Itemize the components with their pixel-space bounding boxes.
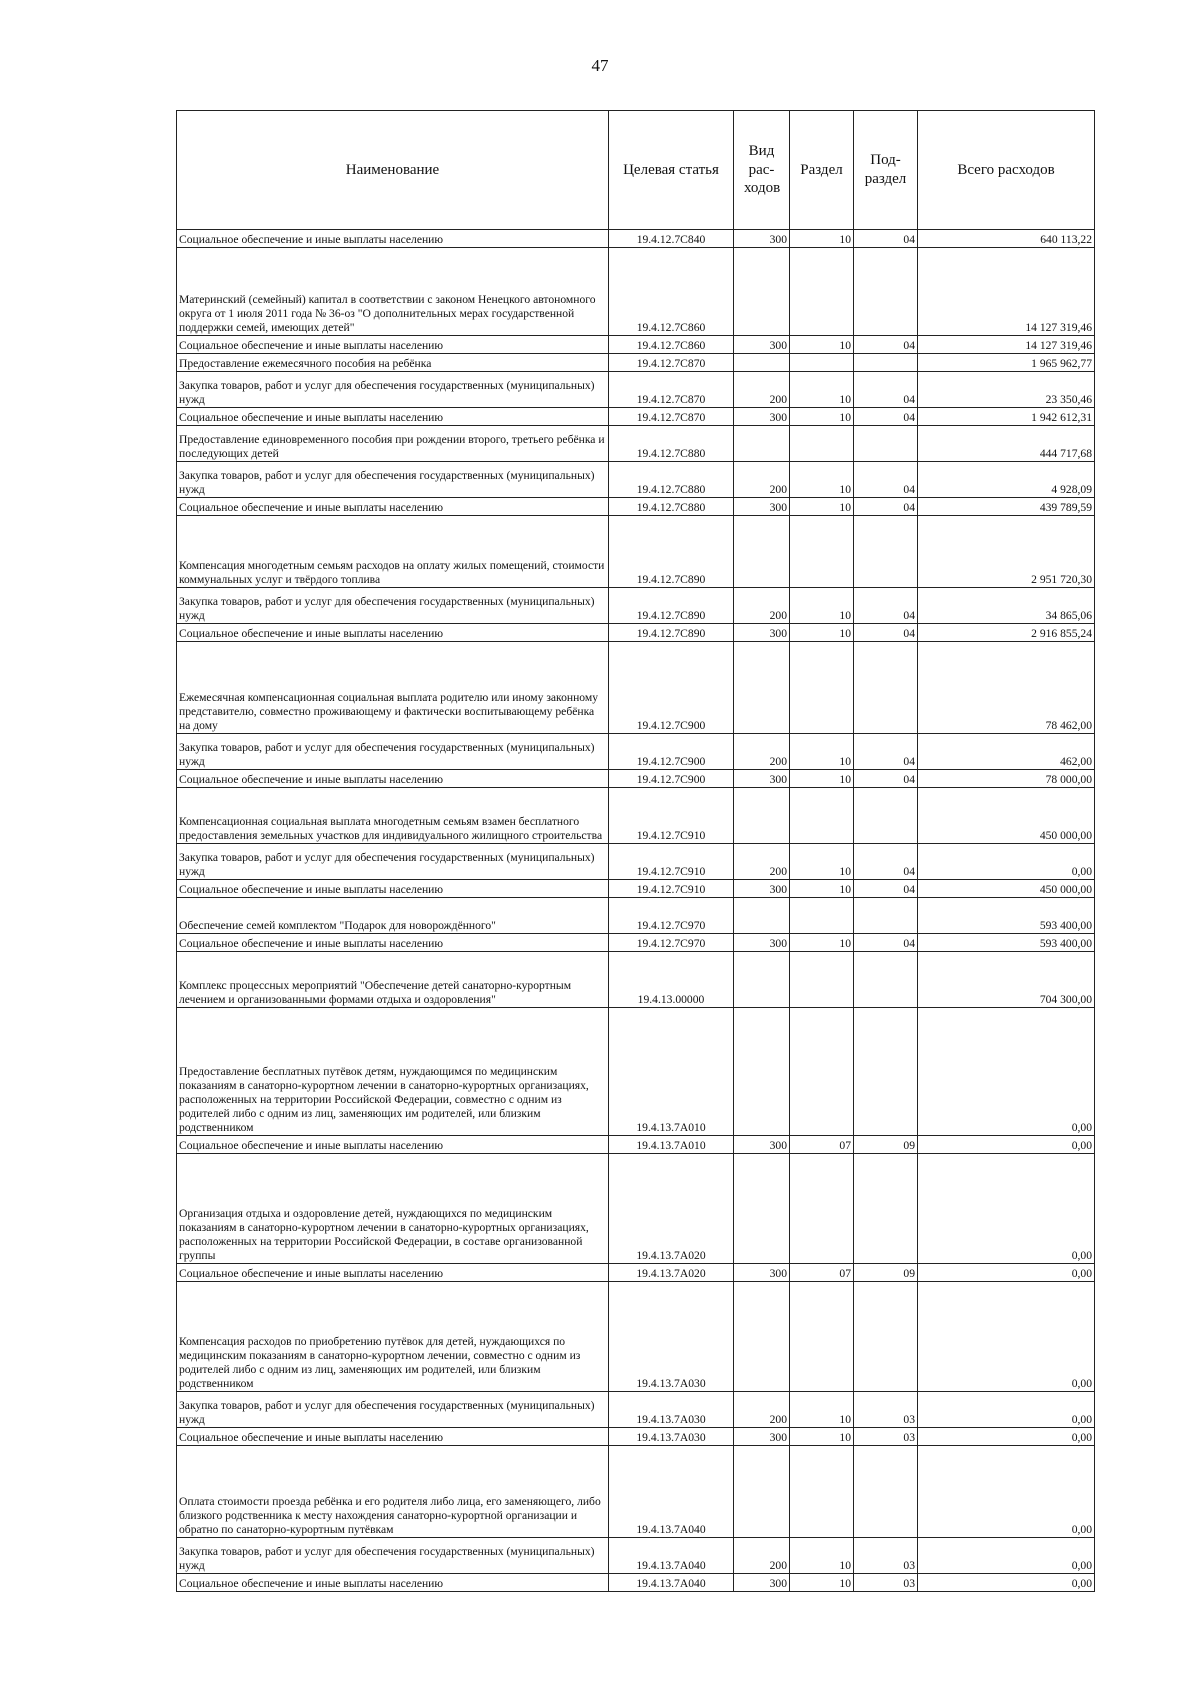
row-expense-type: 200 [734, 844, 790, 880]
row-total: 462,00 [918, 734, 1095, 770]
row-section [790, 1154, 854, 1264]
row-target-article: 19.4.13.7А010 [609, 1008, 734, 1136]
row-name: Социальное обеспечение и иные выплаты населению [177, 498, 609, 516]
row-name: Материнский (семейный) капитал в соответствии с законом Ненецкого автономного округа от 1 июля 2011 года № 36-оз "О дополнительных мерах государственной поддержки семей, имеющих детей" [177, 248, 609, 336]
row-expense-type: 300 [734, 880, 790, 898]
row-total: 0,00 [918, 1282, 1095, 1392]
row-expense-type: 200 [734, 734, 790, 770]
row-subsection: 04 [854, 336, 918, 354]
row-name: Социальное обеспечение и иные выплаты населению [177, 1428, 609, 1446]
row-name: Предоставление единовременного пособия при рождении второго, третьего ребёнка и последующих детей [177, 426, 609, 462]
row-target-article: 19.4.12.7С910 [609, 788, 734, 844]
row-subsection: 04 [854, 880, 918, 898]
row-target-article: 19.4.13.7А030 [609, 1428, 734, 1446]
row-subsection [854, 426, 918, 462]
row-subsection: 04 [854, 462, 918, 498]
row-expense-type: 300 [734, 498, 790, 516]
row-section: 10 [790, 462, 854, 498]
row-name: Социальное обеспечение и иные выплаты населению [177, 230, 609, 248]
row-section [790, 898, 854, 934]
page-number: 47 [591, 56, 609, 75]
row-total: 0,00 [918, 1446, 1095, 1538]
row-subsection [854, 788, 918, 844]
row-name: Закупка товаров, работ и услуг для обеспечения государственных (муниципальных) нужд [177, 1392, 609, 1428]
row-target-article: 19.4.12.7С970 [609, 934, 734, 952]
row-target-article: 19.4.12.7С880 [609, 462, 734, 498]
table-row [177, 372, 1095, 408]
row-section [790, 788, 854, 844]
row-total: 0,00 [918, 1154, 1095, 1264]
row-total: 439 789,59 [918, 498, 1095, 516]
row-section [790, 248, 854, 336]
row-name: Компенсация многодетным семьям расходов на оплату жилых помещений, стоимости коммунальных услуг и твёрдого топлива [177, 516, 609, 588]
row-expense-type [734, 354, 790, 372]
row-total: 0,00 [918, 844, 1095, 880]
row-subsection [854, 642, 918, 734]
row-target-article: 19.4.13.7А040 [609, 1446, 734, 1538]
row-name: Закупка товаров, работ и услуг для обеспечения государственных (муниципальных) нужд [177, 588, 609, 624]
row-name: Социальное обеспечение и иные выплаты населению [177, 408, 609, 426]
row-expense-type [734, 1446, 790, 1538]
row-total: 0,00 [918, 1538, 1095, 1574]
table-row [177, 1264, 1095, 1282]
row-expense-type: 300 [734, 408, 790, 426]
row-section: 10 [790, 336, 854, 354]
header-total: Всего расходов [918, 111, 1095, 230]
row-subsection: 04 [854, 588, 918, 624]
row-total: 0,00 [918, 1264, 1095, 1282]
row-subsection: 09 [854, 1264, 918, 1282]
header-section: Раздел [790, 111, 854, 230]
row-expense-type [734, 248, 790, 336]
row-total: 2 951 720,30 [918, 516, 1095, 588]
table-row [177, 624, 1095, 642]
row-total: 640 113,22 [918, 230, 1095, 248]
row-name: Социальное обеспечение и иные выплаты населению [177, 1136, 609, 1154]
table-row [177, 336, 1095, 354]
row-target-article: 19.4.12.7С880 [609, 426, 734, 462]
row-subsection: 03 [854, 1538, 918, 1574]
row-total: 0,00 [918, 1392, 1095, 1428]
row-name: Ежемесячная компенсационная социальная выплата родителю или иному законному представителю, совместно проживающему и фактически воспитывающему ребёнка на дому [177, 642, 609, 734]
table-row [177, 1538, 1095, 1574]
row-section: 10 [790, 372, 854, 408]
row-target-article: 19.4.13.7А030 [609, 1392, 734, 1428]
row-expense-type: 300 [734, 934, 790, 952]
row-total: 0,00 [918, 1428, 1095, 1446]
row-expense-type: 300 [734, 1428, 790, 1446]
row-target-article: 19.4.12.7С870 [609, 372, 734, 408]
row-total: 14 127 319,46 [918, 248, 1095, 336]
row-name: Социальное обеспечение и иные выплаты населению [177, 624, 609, 642]
row-section: 10 [790, 408, 854, 426]
row-expense-type: 200 [734, 1392, 790, 1428]
row-section: 07 [790, 1136, 854, 1154]
row-total: 0,00 [918, 1136, 1095, 1154]
row-expense-type: 300 [734, 336, 790, 354]
budget-table [176, 110, 1095, 1592]
row-expense-type: 300 [734, 1136, 790, 1154]
row-section [790, 952, 854, 1008]
table-row [177, 898, 1095, 934]
row-expense-type [734, 516, 790, 588]
row-section: 10 [790, 1538, 854, 1574]
row-total: 1 942 612,31 [918, 408, 1095, 426]
row-subsection [854, 1282, 918, 1392]
row-target-article: 19.4.13.7А010 [609, 1136, 734, 1154]
row-expense-type: 300 [734, 1264, 790, 1282]
row-name: Компенсация расходов по приобретению путёвок для детей, нуждающихся по медицинским показаниям в санаторно-курортном лечении, совместно с одним из родителей либо с одним из лиц, заменяющих им родителей, или близким родственником [177, 1282, 609, 1392]
row-expense-type [734, 788, 790, 844]
row-target-article: 19.4.13.7А030 [609, 1282, 734, 1392]
row-target-article: 19.4.12.7С860 [609, 336, 734, 354]
row-name: Социальное обеспечение и иные выплаты населению [177, 1574, 609, 1592]
row-subsection [854, 898, 918, 934]
row-name: Закупка товаров, работ и услуг для обеспечения государственных (муниципальных) нужд [177, 462, 609, 498]
row-target-article: 19.4.12.7С890 [609, 588, 734, 624]
table-row [177, 1008, 1095, 1136]
row-expense-type: 200 [734, 1538, 790, 1574]
row-name: Организация отдыха и оздоровление детей, нуждающихся по медицинским показаниям в санаторно-курортном лечении в санаторно-курортных организациях, расположенных на территории Российской Федерации, в составе организованной группы [177, 1154, 609, 1264]
header-subsection: Под- раздел [854, 111, 918, 230]
row-total: 78 000,00 [918, 770, 1095, 788]
row-total: 593 400,00 [918, 898, 1095, 934]
row-name: Предоставление ежемесячного пособия на ребёнка [177, 354, 609, 372]
row-section: 10 [790, 844, 854, 880]
row-subsection: 04 [854, 734, 918, 770]
row-target-article: 19.4.12.7С890 [609, 624, 734, 642]
table-row [177, 844, 1095, 880]
row-total: 1 965 962,77 [918, 354, 1095, 372]
table-row [177, 1392, 1095, 1428]
table-row [177, 462, 1095, 498]
row-expense-type: 200 [734, 372, 790, 408]
row-name: Компенсационная социальная выплата многодетным семьям взамен бесплатного предоставления земельных участков для индивидуального жилищного строительства [177, 788, 609, 844]
table-row [177, 1574, 1095, 1592]
row-name: Социальное обеспечение и иные выплаты населению [177, 770, 609, 788]
table-row [177, 408, 1095, 426]
row-subsection: 04 [854, 498, 918, 516]
row-section: 10 [790, 1428, 854, 1446]
table-row [177, 1282, 1095, 1392]
row-name: Предоставление бесплатных путёвок детям, нуждающимся по медицинским показаниям в санаторно-курортном лечении в санаторно-курортных организациях, расположенных на территории Российской Федерации, совместно с одним из родителей либо с одним из лиц, заменяющих им родителей, или близким родственником [177, 1008, 609, 1136]
table-row [177, 952, 1095, 1008]
row-expense-type: 300 [734, 1574, 790, 1592]
row-total: 704 300,00 [918, 952, 1095, 1008]
row-subsection: 03 [854, 1392, 918, 1428]
row-subsection [854, 1154, 918, 1264]
row-target-article: 19.4.12.7С870 [609, 354, 734, 372]
row-expense-type: 200 [734, 462, 790, 498]
row-total: 593 400,00 [918, 934, 1095, 952]
row-name: Комплекс процессных мероприятий "Обеспечение детей санаторно-курортным лечением и организованными формами отдыха и оздоровления" [177, 952, 609, 1008]
row-expense-type [734, 952, 790, 1008]
row-section [790, 1008, 854, 1136]
row-section: 10 [790, 880, 854, 898]
header-expense-type: Вид рас- ходов [734, 111, 790, 230]
row-subsection [854, 1008, 918, 1136]
row-total: 78 462,00 [918, 642, 1095, 734]
row-section: 10 [790, 588, 854, 624]
row-expense-type [734, 1008, 790, 1136]
row-target-article: 19.4.12.7С900 [609, 642, 734, 734]
row-section [790, 516, 854, 588]
header-name: Наименование [177, 111, 609, 230]
table-body [177, 230, 1095, 1592]
table-row [177, 1154, 1095, 1264]
row-expense-type [734, 1154, 790, 1264]
table-row [177, 426, 1095, 462]
row-section [790, 1446, 854, 1538]
row-expense-type [734, 426, 790, 462]
row-total: 444 717,68 [918, 426, 1095, 462]
row-section: 10 [790, 934, 854, 952]
row-target-article: 19.4.12.7С860 [609, 248, 734, 336]
row-subsection: 04 [854, 770, 918, 788]
header-target-article: Целевая статья [609, 111, 734, 230]
row-name: Закупка товаров, работ и услуг для обеспечения государственных (муниципальных) нужд [177, 1538, 609, 1574]
table-row [177, 588, 1095, 624]
row-total: 34 865,06 [918, 588, 1095, 624]
table-row [177, 934, 1095, 952]
row-subsection [854, 354, 918, 372]
row-subsection: 04 [854, 408, 918, 426]
row-target-article: 19.4.13.7А020 [609, 1154, 734, 1264]
row-subsection: 09 [854, 1136, 918, 1154]
row-section: 10 [790, 1574, 854, 1592]
row-subsection: 03 [854, 1428, 918, 1446]
row-expense-type [734, 642, 790, 734]
row-target-article: 19.4.12.7С840 [609, 230, 734, 248]
row-section [790, 426, 854, 462]
row-name: Обеспечение семей комплектом "Подарок для новорождённого" [177, 898, 609, 934]
row-subsection [854, 516, 918, 588]
row-expense-type [734, 1282, 790, 1392]
row-section: 10 [790, 734, 854, 770]
row-total: 14 127 319,46 [918, 336, 1095, 354]
row-target-article: 19.4.12.7С970 [609, 898, 734, 934]
table-row [177, 230, 1095, 248]
row-total: 450 000,00 [918, 880, 1095, 898]
row-section: 10 [790, 770, 854, 788]
row-section [790, 642, 854, 734]
row-name: Закупка товаров, работ и услуг для обеспечения государственных (муниципальных) нужд [177, 734, 609, 770]
row-name: Социальное обеспечение и иные выплаты населению [177, 336, 609, 354]
row-name: Социальное обеспечение и иные выплаты населению [177, 1264, 609, 1282]
row-target-article: 19.4.12.7С900 [609, 770, 734, 788]
row-target-article: 19.4.12.7С910 [609, 880, 734, 898]
row-target-article: 19.4.13.7А040 [609, 1538, 734, 1574]
row-subsection: 03 [854, 1574, 918, 1592]
row-subsection: 04 [854, 624, 918, 642]
row-subsection [854, 248, 918, 336]
row-expense-type: 300 [734, 624, 790, 642]
row-name: Закупка товаров, работ и услуг для обеспечения государственных (муниципальных) нужд [177, 844, 609, 880]
row-name: Социальное обеспечение и иные выплаты населению [177, 934, 609, 952]
row-total: 2 916 855,24 [918, 624, 1095, 642]
row-subsection: 04 [854, 934, 918, 952]
row-name: Социальное обеспечение и иные выплаты населению [177, 880, 609, 898]
row-subsection: 04 [854, 230, 918, 248]
table-row [177, 1136, 1095, 1154]
table-row [177, 498, 1095, 516]
row-name: Оплата стоимости проезда ребёнка и его родителя либо лица, его заменяющего, либо близкого родственника к месту нахождения санаторно-курортной организации и обратно по санаторно-курортным путёвкам [177, 1446, 609, 1538]
row-total: 0,00 [918, 1574, 1095, 1592]
row-subsection [854, 952, 918, 1008]
row-target-article: 19.4.12.7С880 [609, 498, 734, 516]
row-section [790, 1282, 854, 1392]
row-expense-type: 300 [734, 770, 790, 788]
row-total: 23 350,46 [918, 372, 1095, 408]
row-total: 4 928,09 [918, 462, 1095, 498]
row-subsection: 04 [854, 372, 918, 408]
row-section: 07 [790, 1264, 854, 1282]
row-name: Закупка товаров, работ и услуг для обеспечения государственных (муниципальных) нужд [177, 372, 609, 408]
table-row [177, 516, 1095, 588]
row-section: 10 [790, 498, 854, 516]
table-row [177, 248, 1095, 336]
row-section [790, 354, 854, 372]
row-subsection [854, 1446, 918, 1538]
table-row [177, 1428, 1095, 1446]
row-expense-type: 200 [734, 588, 790, 624]
table-row [177, 734, 1095, 770]
table-row [177, 1446, 1095, 1538]
row-target-article: 19.4.12.7С870 [609, 408, 734, 426]
table-row [177, 642, 1095, 734]
row-total: 0,00 [918, 1008, 1095, 1136]
row-target-article: 19.4.12.7С890 [609, 516, 734, 588]
row-section: 10 [790, 624, 854, 642]
table-header-row [177, 111, 1095, 230]
row-target-article: 19.4.13.7А040 [609, 1574, 734, 1592]
table-row [177, 354, 1095, 372]
table-row [177, 880, 1095, 898]
row-target-article: 19.4.13.7А020 [609, 1264, 734, 1282]
table-row [177, 788, 1095, 844]
row-subsection: 04 [854, 844, 918, 880]
row-target-article: 19.4.12.7С900 [609, 734, 734, 770]
row-expense-type [734, 898, 790, 934]
row-expense-type: 300 [734, 230, 790, 248]
table-row [177, 770, 1095, 788]
row-section: 10 [790, 230, 854, 248]
row-target-article: 19.4.13.00000 [609, 952, 734, 1008]
row-section: 10 [790, 1392, 854, 1428]
row-target-article: 19.4.12.7С910 [609, 844, 734, 880]
row-total: 450 000,00 [918, 788, 1095, 844]
